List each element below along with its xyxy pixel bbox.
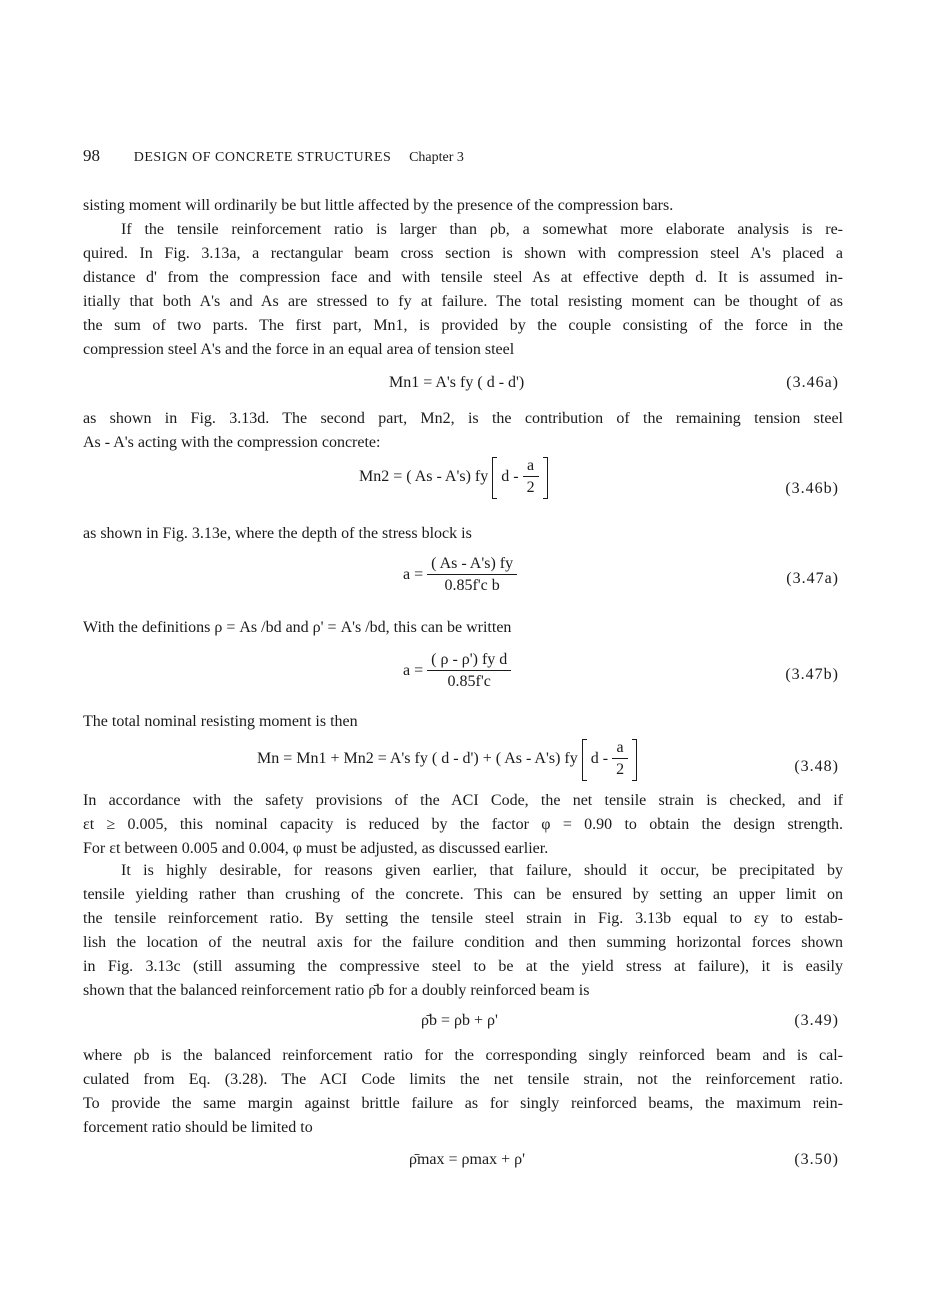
equation-body [257, 738, 637, 781]
text-line: where ρb is the balanced reinforcement ratio for the corresponding singly reinforced beam and is cal- [83, 1047, 843, 1064]
equation-body: Mn1 = A's fy ( d - d') [389, 374, 525, 391]
right-bracket [543, 457, 548, 499]
paragraph-7 [83, 789, 843, 861]
equation-body: ρ̄max = ρmax + ρ' [409, 1151, 525, 1168]
equation-3-46b [83, 457, 839, 506]
text-line: the sum of two parts. The first part, Mn1, is provided by the couple consisting of the force in the [83, 317, 843, 334]
equation-body: ρ̄b = ρb + ρ' [421, 1012, 498, 1029]
fraction-denominator: 2 [526, 479, 535, 496]
equation-3-47b [83, 652, 839, 692]
text-line: sisting moment will ordinarily be but little affected by the presence of the compression bars. [83, 197, 674, 214]
equation-number: (3.48) [794, 758, 839, 775]
equation-number: (3.50) [794, 1151, 839, 1168]
fraction-denominator: 0.85f'c b [444, 577, 500, 594]
text-line: lish the location of the neutral axis for the failure condition and then summing horizontal forces shown [83, 934, 843, 951]
equation-number: (3.46a) [786, 374, 839, 391]
text-line: To provide the same margin against brittle failure as for singly reinforced beams, the maximum rein- [83, 1095, 843, 1112]
paragraph-6 [83, 710, 843, 734]
paragraph-2 [83, 218, 843, 362]
equation-3-50 [83, 1151, 839, 1191]
equation-inner: d - [501, 468, 519, 486]
text-line: itially that both A's and As are stressed to fy at failure. The total resisting moment can be thought of as [83, 293, 843, 310]
text-line: It is highly desirable, for reasons given earlier, that failure, should it occur, be precipitated by [121, 862, 843, 879]
text-line: shown that the balanced reinforcement ratio ρ̄b for a doubly reinforced beam is [83, 982, 590, 999]
text-line: The total nominal resisting moment is then [83, 713, 358, 730]
equation-left: Mn = Mn1 + Mn2 = A's fy ( d - d') + ( As - A's) fy [257, 750, 578, 768]
equation-inner: d - [590, 750, 609, 768]
paragraph-3 [83, 407, 843, 455]
text-line: distance d' from the compression face and with tensile steel As at effective depth d. It is assumed in- [83, 269, 843, 286]
equation-number: (3.47a) [786, 570, 839, 587]
text-line: With the definitions ρ = As /bd and ρ' = A's /bd, this can be written [83, 619, 512, 636]
fraction-numerator: a [523, 456, 539, 477]
text-line: For εt between 0.005 and 0.004, φ must be adjusted, as discussed earlier. [83, 840, 549, 857]
fraction-numerator: a [612, 738, 628, 759]
equation-number: (3.47b) [785, 666, 839, 683]
text-line: the tensile reinforcement ratio. By setting the tensile steel strain in Fig. 3.13b equal to εy to estab- [83, 910, 843, 927]
fraction-denominator: 2 [616, 761, 625, 778]
chapter-label: Chapter 3 [409, 150, 464, 165]
fraction [427, 554, 517, 597]
book-title: DESIGN OF CONCRETE STRUCTURES [133, 150, 392, 165]
paragraph-9 [83, 1044, 843, 1140]
fraction [427, 650, 511, 693]
text-line: compression steel A's and the force in an equal area of tension steel [83, 341, 515, 358]
text-line: εt ≥ 0.005, this nominal capacity is reduced by the factor φ = 0.90 to obtain the design strength. [83, 816, 843, 833]
equation-number: (3.46b) [785, 480, 839, 497]
paragraph-1 [83, 194, 843, 218]
fraction [523, 456, 539, 499]
text-line: as shown in Fig. 3.13e, where the depth of the stress block is [83, 525, 472, 542]
text-line: quired. In Fig. 3.13a, a rectangular beam cross section is shown with compression steel A's placed a [83, 245, 843, 262]
text-line: As - A's acting with the compression concrete: [83, 434, 381, 451]
paragraph-5 [83, 616, 843, 640]
equation-left: a = [403, 566, 424, 584]
text-line: forcement ratio should be limited to [83, 1119, 313, 1136]
fraction-denominator: 0.85f'c [447, 673, 491, 690]
page-number: 98 [83, 146, 100, 165]
equation-3-48 [83, 739, 839, 786]
text-line: tensile yielding rather than crushing of the concrete. This can be ensured by setting an upper limit on [83, 886, 843, 903]
left-bracket [582, 739, 587, 781]
equation-body [403, 650, 511, 693]
right-bracket [632, 739, 637, 781]
paragraph-8 [83, 859, 843, 1003]
text-line: In accordance with the safety provisions of the ACI Code, the net tensile strain is checked, and if [83, 792, 843, 809]
text-line: If the tensile reinforcement ratio is larger than ρb, a somewhat more elaborate analysis is re- [121, 221, 843, 238]
text-line: in Fig. 3.13c (still assuming the compressive steel to be at the yield stress at failure), it is easily [83, 958, 843, 975]
equation-number: (3.49) [794, 1012, 839, 1029]
equation-body [403, 554, 517, 597]
running-header [83, 146, 464, 166]
left-bracket [492, 457, 497, 499]
text-line: as shown in Fig. 3.13d. The second part, Mn2, is the contribution of the remaining tension steel [83, 410, 843, 427]
fraction-numerator: ( As - A's) fy [427, 554, 517, 575]
equation-left: Mn2 = ( As - A's) fy [359, 468, 489, 486]
equation-3-47a [83, 556, 839, 596]
equation-left: a = [403, 662, 424, 680]
text-line: culated from Eq. (3.28). The ACI Code limits the net tensile strain, not the reinforcement ratio. [83, 1071, 843, 1088]
fraction [612, 738, 628, 781]
equation-body [359, 456, 548, 499]
fraction-numerator: ( ρ - ρ') fy d [427, 650, 511, 671]
paragraph-4 [83, 522, 843, 546]
